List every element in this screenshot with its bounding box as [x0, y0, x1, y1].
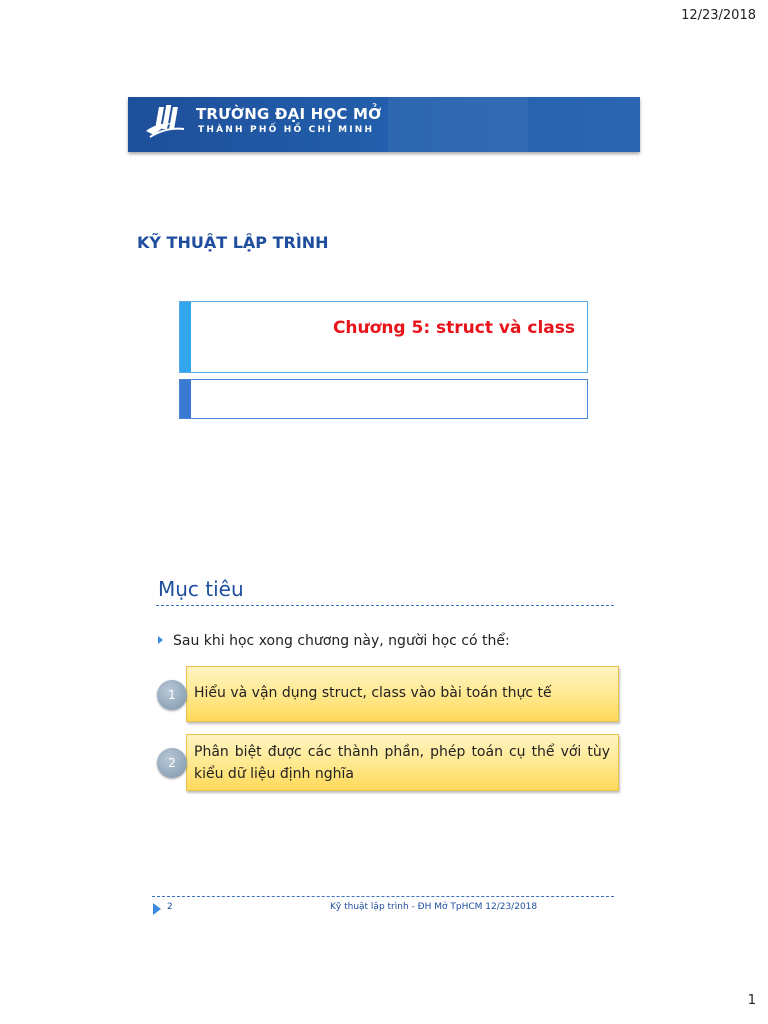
goal-text: Phân biệt được các thành phần, phép toán cụ thể với tùy kiểu dữ liệu định nghĩa: [194, 744, 610, 782]
accent-bar: [180, 302, 191, 372]
section-title: Mục tiêu: [158, 577, 244, 601]
goal-box: [186, 734, 619, 791]
university-logo-icon: [142, 101, 188, 145]
goal-box: [186, 666, 619, 722]
university-banner: [128, 97, 640, 152]
chapter-title-box: [179, 301, 588, 373]
intro-bullet: [158, 633, 510, 649]
intro-text: Sau khi học xong chương này, người học có thể:: [173, 633, 510, 649]
university-name: TRƯỜNG ĐẠI HỌC MỞ: [196, 105, 382, 123]
bullet-arrow-icon: [158, 636, 163, 644]
university-city: THÀNH PHỐ HỒ CHÍ MINH: [198, 125, 375, 135]
divider: [156, 605, 614, 606]
subtitle-box: [179, 379, 588, 419]
goal-number-badge: 1: [157, 680, 187, 710]
footer-arrow-icon: [153, 903, 161, 915]
course-title: KỸ THUẬT LẬP TRÌNH: [137, 233, 329, 252]
slide-number: 2: [167, 902, 173, 912]
goal-text: Hiểu và vận dụng struct, class vào bài toán thực tế: [194, 685, 552, 701]
footer-divider: [152, 896, 614, 897]
page-number: 1: [747, 993, 756, 1008]
page-date: 12/23/2018: [681, 8, 756, 23]
accent-bar: [180, 380, 191, 418]
goal-number-badge: 2: [157, 748, 187, 778]
footer-text: Kỹ thuật lập trình - ĐH Mở TpHCM 12/23/2018: [330, 902, 538, 912]
chapter-title: Chương 5: struct và class: [332, 318, 575, 338]
